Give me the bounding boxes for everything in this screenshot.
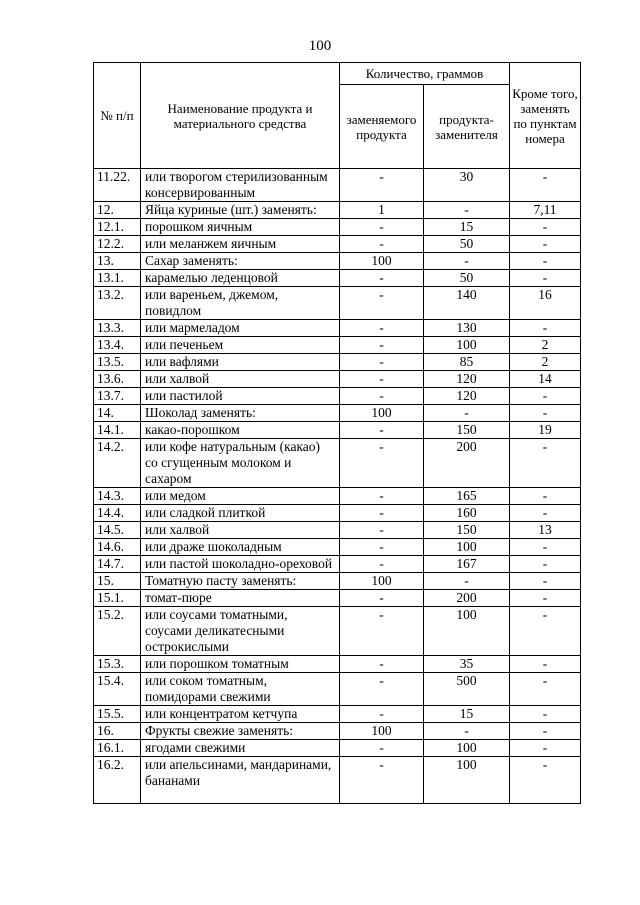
row-number: 12.1. [94,219,141,236]
row-name: или вареньем, джемом, повидлом [141,287,340,320]
row-except: - [510,539,581,556]
row-replaced: 100 [340,253,424,270]
table-row [94,422,581,439]
table-row [94,607,581,656]
row-except: - [510,439,581,488]
row-substitute: 50 [424,270,510,287]
row-number: 11.22. [94,169,141,202]
table-row [94,320,581,337]
row-replaced: - [340,371,424,388]
row-replaced: - [340,169,424,202]
row-substitute: - [424,202,510,219]
header-replaced: заменяемого продукта [340,85,424,169]
row-substitute: - [424,405,510,422]
table-row [94,539,581,556]
row-except: - [510,607,581,656]
table-row [94,522,581,539]
row-substitute: 35 [424,656,510,673]
table-row [94,505,581,522]
row-substitute: 30 [424,169,510,202]
row-number: 14.7. [94,556,141,573]
row-name: или пастилой [141,388,340,405]
table-row [94,253,581,270]
row-replaced: - [340,505,424,522]
row-name: или соусами томатными, соусами деликатесными острокислыми [141,607,340,656]
row-substitute: 130 [424,320,510,337]
row-substitute: 140 [424,287,510,320]
row-name: или апельсинами, мандаринами, бананами [141,757,340,804]
row-substitute: 500 [424,673,510,706]
row-number: 14. [94,405,141,422]
row-number: 14.3. [94,488,141,505]
row-replaced: - [340,439,424,488]
row-number: 12. [94,202,141,219]
row-name: или пастой шоколадно-ореховой [141,556,340,573]
table-row [94,706,581,723]
table-row [94,757,581,804]
row-replaced: 1 [340,202,424,219]
row-except: - [510,505,581,522]
row-replaced: - [340,388,424,405]
table-row [94,337,581,354]
row-replaced: - [340,270,424,287]
row-substitute: 165 [424,488,510,505]
row-name: карамелью леденцовой [141,270,340,287]
table-row [94,354,581,371]
row-except: 14 [510,371,581,388]
row-substitute: 200 [424,439,510,488]
row-replaced: - [340,287,424,320]
row-name: или халвой [141,371,340,388]
row-substitute: - [424,573,510,590]
row-except: 7,11 [510,202,581,219]
row-replaced: - [340,556,424,573]
row-except: - [510,219,581,236]
row-substitute: 167 [424,556,510,573]
row-replaced: - [340,757,424,804]
table-row [94,236,581,253]
row-number: 14.6. [94,539,141,556]
table-body [94,169,581,804]
header-quantity: Количество, граммов [340,63,510,85]
row-replaced: - [340,337,424,354]
row-except: - [510,236,581,253]
row-name: или кофе натуральным (какао) со сгущенным молоком и сахаром [141,439,340,488]
row-except: 2 [510,337,581,354]
row-name: или сладкой плиткой [141,505,340,522]
table-row [94,405,581,422]
row-substitute: 50 [424,236,510,253]
row-except: - [510,320,581,337]
table-row [94,439,581,488]
row-name: порошком яичным [141,219,340,236]
substitution-table [93,62,581,804]
table-row [94,219,581,236]
table-row [94,371,581,388]
row-number: 15.3. [94,656,141,673]
row-name: или концентратом кетчупа [141,706,340,723]
row-substitute: 15 [424,219,510,236]
row-replaced: - [340,219,424,236]
row-replaced: - [340,488,424,505]
row-name: или драже шоколадным [141,539,340,556]
table-row [94,287,581,320]
row-number: 15. [94,573,141,590]
row-replaced: - [340,740,424,757]
row-except: - [510,253,581,270]
table-row [94,656,581,673]
row-substitute: 120 [424,388,510,405]
table-row [94,590,581,607]
row-number: 13.4. [94,337,141,354]
row-number: 13.5. [94,354,141,371]
row-replaced: - [340,236,424,253]
row-name: или халвой [141,522,340,539]
row-substitute: 100 [424,757,510,804]
row-substitute: 100 [424,337,510,354]
row-replaced: - [340,539,424,556]
row-number: 13.2. [94,287,141,320]
row-name: или порошком томатным [141,656,340,673]
row-except: - [510,656,581,673]
table-row [94,270,581,287]
row-name: или соком томатным, помидорами свежими [141,673,340,706]
row-name: какао-порошком [141,422,340,439]
page-number: 100 [308,38,332,54]
row-except: - [510,405,581,422]
row-except: 16 [510,287,581,320]
row-name: Яйца куриные (шт.) заменять: [141,202,340,219]
row-except: - [510,706,581,723]
row-name: Шоколад заменять: [141,405,340,422]
row-replaced: - [340,320,424,337]
row-number: 14.5. [94,522,141,539]
row-replaced: - [340,590,424,607]
row-except: - [510,556,581,573]
row-substitute: 200 [424,590,510,607]
row-number: 13.1. [94,270,141,287]
row-number: 15.4. [94,673,141,706]
row-number: 12.2. [94,236,141,253]
row-name: Сахар заменять: [141,253,340,270]
row-number: 14.4. [94,505,141,522]
row-except: - [510,757,581,804]
row-except: 13 [510,522,581,539]
row-substitute: 150 [424,422,510,439]
table-row [94,556,581,573]
row-substitute: - [424,253,510,270]
row-replaced: 100 [340,723,424,740]
row-substitute: - [424,723,510,740]
row-number: 16. [94,723,141,740]
row-replaced: - [340,522,424,539]
row-name: или печеньем [141,337,340,354]
row-number: 14.1. [94,422,141,439]
table-row [94,202,581,219]
row-except: - [510,488,581,505]
row-replaced: - [340,607,424,656]
row-name: или меланжем яичным [141,236,340,253]
row-substitute: 100 [424,740,510,757]
row-replaced: 100 [340,573,424,590]
row-replaced: - [340,354,424,371]
table-row [94,723,581,740]
row-number: 15.1. [94,590,141,607]
table-row [94,573,581,590]
row-name: томат-пюре [141,590,340,607]
header-name: Наименование продукта и материального средства [141,63,340,169]
row-substitute: 160 [424,505,510,522]
row-name: или творогом стерилизованным консервированным [141,169,340,202]
row-replaced: - [340,706,424,723]
row-number: 13. [94,253,141,270]
row-name: Фрукты свежие заменять: [141,723,340,740]
row-substitute: 100 [424,539,510,556]
row-replaced: - [340,673,424,706]
row-replaced: 100 [340,405,424,422]
row-replaced: - [340,422,424,439]
row-name: ягодами свежими [141,740,340,757]
row-number: 13.3. [94,320,141,337]
table-row [94,673,581,706]
row-number: 13.7. [94,388,141,405]
row-name: или медом [141,488,340,505]
row-substitute: 120 [424,371,510,388]
row-except: 2 [510,354,581,371]
row-number: 13.6. [94,371,141,388]
row-name: Томатную пасту заменять: [141,573,340,590]
header-substitute: продукта-заменителя [424,85,510,169]
header-num: № п/п [94,63,141,169]
row-replaced: - [340,656,424,673]
row-except: - [510,388,581,405]
table-row [94,740,581,757]
row-number: 16.2. [94,757,141,804]
row-name: или вафлями [141,354,340,371]
row-substitute: 15 [424,706,510,723]
table-row [94,169,581,202]
row-except: - [510,740,581,757]
row-except: - [510,590,581,607]
row-number: 16.1. [94,740,141,757]
row-substitute: 150 [424,522,510,539]
row-except: - [510,270,581,287]
row-except: 19 [510,422,581,439]
row-number: 14.2. [94,439,141,488]
table-row [94,388,581,405]
table-row [94,488,581,505]
row-except: - [510,573,581,590]
row-name: или мармеладом [141,320,340,337]
row-number: 15.2. [94,607,141,656]
header-except: Кроме того, заменять по пунктам номера [510,63,581,169]
row-except: - [510,723,581,740]
row-number: 15.5. [94,706,141,723]
row-except: - [510,169,581,202]
row-substitute: 85 [424,354,510,371]
row-substitute: 100 [424,607,510,656]
row-except: - [510,673,581,706]
